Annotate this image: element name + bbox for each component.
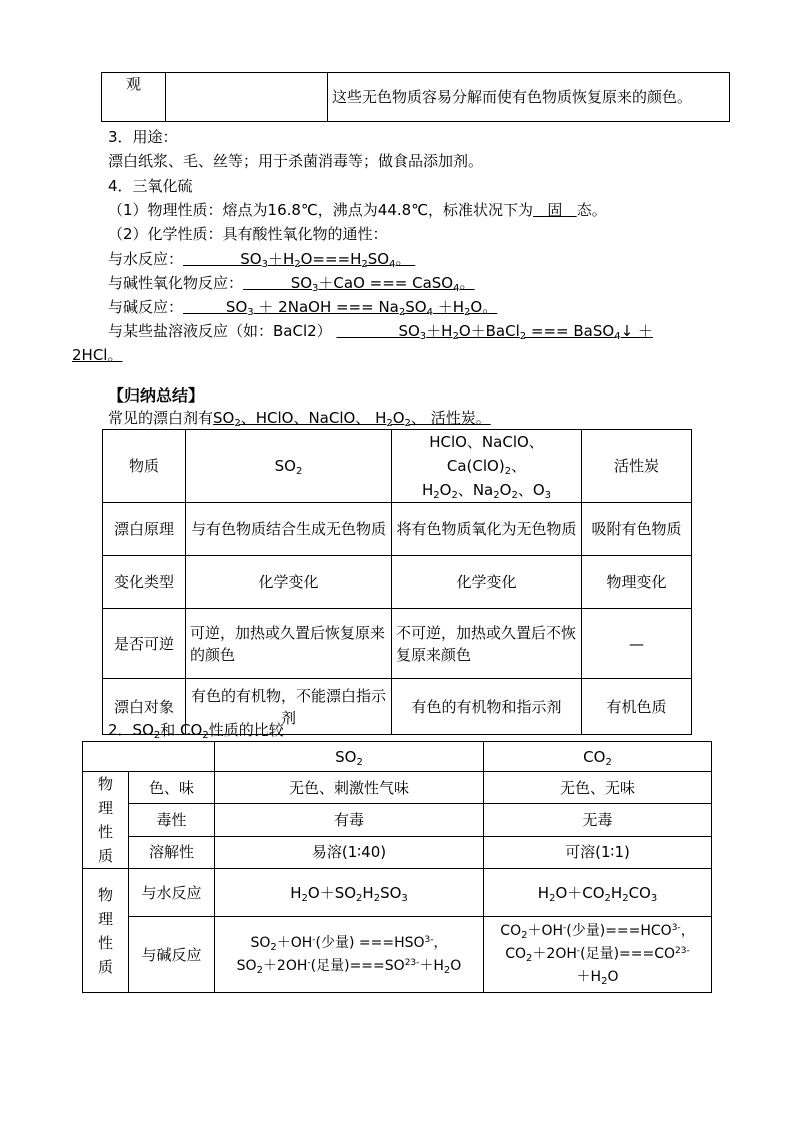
bleach-row-label: 漂白原理 — [103, 503, 186, 556]
so3-water — [108, 248, 415, 269]
bleach-cell: 有机色质 — [582, 679, 692, 735]
so3-state-answer: 固 — [547, 201, 563, 219]
so3-chemical: （2）化学性质：具有酸性氧化物的通性： — [108, 225, 388, 243]
so3-water-eq: $SO_3+H_2O===H_2SO_4$。 — [183, 250, 416, 270]
so3-physical-end: 态。 — [576, 201, 607, 219]
bleach-cell: 化学变化 — [186, 556, 392, 609]
bleach-cell: — — [582, 609, 692, 679]
compare-so2-cell: 有毒 — [215, 804, 484, 836]
compare-row-label: 与碱反应 — [129, 917, 215, 993]
bleach-header-oxidizers: HClO、NaClO、$Ca(ClO)_2$、 $H_2O_2$、$Na_2O_2$、$O_3$ — [392, 430, 582, 503]
so3-salt-eq: $SO_3+H_2O+BaCl_2$ === BaSO$_4$↓ ＋ — [336, 322, 653, 342]
bleach-cell: 不可逆，加热或久置后不恢复原来颜色 — [392, 609, 582, 679]
top-table-label: 观 — [102, 73, 166, 122]
so3-oxide — [108, 272, 475, 293]
compare-co2-cell: 可溶(1∶1) — [484, 836, 712, 868]
compare-row-label: 毒性 — [129, 804, 215, 836]
top-table-text: 这些无色物质容易分解而使有色物质恢复原来的颜色。 — [328, 73, 730, 122]
top-table-empty — [166, 73, 328, 122]
bleach-table — [102, 429, 692, 735]
compare-group-chemical: 物理性质 — [83, 869, 129, 993]
bleach-cell: 吸附有色物质 — [582, 503, 692, 556]
compare-co2-base: $CO_2+OH^-$(少量)$===HCO^{3-}$， $CO_2+2OH^-$(足量)$===CO^{23-}$ $+H_2O$ — [484, 917, 712, 993]
compare-so2-cell: 易溶(1∶40) — [215, 836, 484, 868]
bleach-cell: 化学变化 — [392, 556, 582, 609]
compare-header-so2: $SO_2$ — [215, 742, 484, 772]
bleach-cell: 物理变化 — [582, 556, 692, 609]
bleach-header-so2: $SO_2$ — [186, 430, 392, 503]
compare-row-label: 色、味 — [129, 772, 215, 804]
bleach-row-label: 漂白对象 — [103, 679, 186, 735]
so3-water-label: 与水反应： — [108, 250, 184, 268]
compare-group-physical: 物理性质 — [83, 772, 129, 869]
compare-corner — [83, 742, 215, 772]
compare-heading: 2．$SO_2$和 $CO_2$性质的比较 — [108, 721, 284, 741]
summary-intro-list: $SO_2$、HClO、NaClO、 $H_2O_2$、 活性炭。 — [213, 409, 491, 429]
so3-oxide-eq: $SO_3+CaO$ === CaSO$_4$。 — [243, 274, 475, 294]
compare-co2-water: $H_2O+CO_2H_2CO_3$ — [484, 869, 712, 917]
compare-co2-cell: 无毒 — [484, 804, 712, 836]
compare-row-label: 与水反应 — [129, 869, 215, 917]
bleach-row-label: 是否可逆 — [103, 609, 186, 679]
so3-salt-label: 与某些盐溶液反应（如：BaCl2） — [108, 322, 332, 340]
so3-base — [108, 296, 497, 317]
compare-so2-cell: 无色、刺激性气味 — [215, 772, 484, 804]
so3-salt-eq-end: 2HCl。 — [72, 346, 123, 364]
summary-intro-pre: 常见的漂白剂有 — [108, 409, 214, 427]
summary-intro — [108, 407, 491, 428]
bleach-cell: 与有色物质结合生成无色物质 — [186, 503, 392, 556]
bleach-cell: 有色的有机物，不能漂白指示剂 — [186, 679, 392, 735]
so3-physical — [108, 199, 607, 220]
summary-heading: 【归纳总结】 — [108, 386, 205, 405]
section3-heading: 3．用途： — [108, 128, 178, 146]
so3-salt — [108, 320, 653, 341]
bleach-row-label: 变化类型 — [103, 556, 186, 609]
bleach-header-carbon: 活性炭 — [582, 430, 692, 503]
section3-text: 漂白纸浆、毛、丝等；用于杀菌消毒等；做食品添加剂。 — [108, 152, 484, 170]
so3-physical-text: （1）物理性质：熔点为16.8℃，沸点为44.8℃，标准状况下为 — [108, 201, 534, 219]
bleach-cell: 有色的有机物和指示剂 — [392, 679, 582, 735]
section4-heading: 4．三氧化硫 — [108, 177, 193, 195]
bleach-header-substance: 物质 — [103, 430, 186, 503]
bleach-cell: 可逆，加热或久置后恢复原来的颜色 — [186, 609, 392, 679]
so3-base-eq: $SO_3$ ＋ 2NaOH === $Na_2SO_4 +H_2O$。 — [183, 298, 498, 318]
compare-co2-cell: 无色、无味 — [484, 772, 712, 804]
compare-so2-base: $SO_2+OH^-$(少量) $===HSO^{3-}$， $SO_2+2OH^-$(足量)$===SO^{23-}+H_2O$ — [215, 917, 484, 993]
compare-header-co2: $CO_2$ — [484, 742, 712, 772]
bleach-cell: 将有色物质氧化为无色物质 — [392, 503, 582, 556]
top-table — [101, 72, 730, 122]
compare-table — [82, 741, 712, 993]
so3-base-label: 与碱反应： — [108, 298, 184, 316]
compare-so2-water: $H_2O+SO_2H_2SO_3$ — [215, 869, 484, 917]
so3-oxide-label: 与碱性氧化物反应： — [108, 274, 244, 292]
compare-row-label: 溶解性 — [129, 836, 215, 868]
